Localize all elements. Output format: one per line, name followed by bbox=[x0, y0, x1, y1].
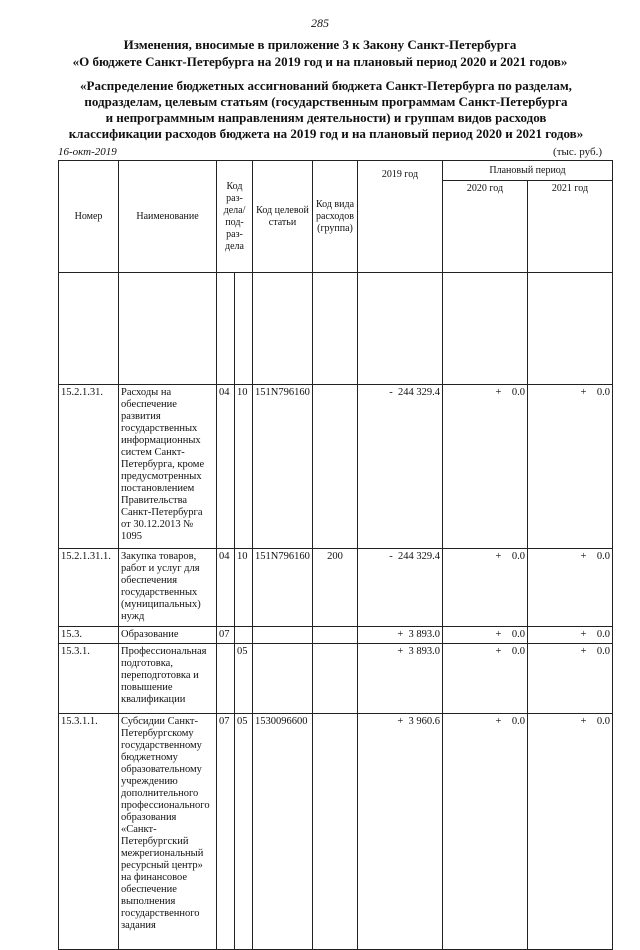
row-2019: + 3 893.0 bbox=[358, 627, 443, 644]
subtitle-line-2: подразделам, целевым статьям (государственным программам Санкт-Петербурга bbox=[84, 94, 568, 109]
spacer-row bbox=[59, 273, 613, 385]
row-name: Профессиональная подготовка, переподготовка и повышение квалификации bbox=[119, 644, 217, 714]
header-number: Номер bbox=[59, 161, 119, 273]
table-row bbox=[59, 385, 613, 549]
table-row bbox=[59, 644, 613, 714]
row-type bbox=[313, 714, 358, 950]
row-2019: + 3 960.6 bbox=[358, 714, 443, 950]
units-label: (тыс. руб.) bbox=[553, 146, 602, 158]
row-2021: + 0.0 bbox=[528, 627, 613, 644]
budget-table bbox=[58, 160, 613, 950]
row-2020: + 0.0 bbox=[443, 627, 528, 644]
row-2020: + 0.0 bbox=[443, 714, 528, 950]
row-name: Расходы на обеспечение развития государственных информационных систем Санкт-Петербурга, кроме предусмотренных постановлением Правительства Санкт-Петербурга от 30.12.2013 № 1095 bbox=[119, 385, 217, 549]
row-podrazdel: 10 bbox=[235, 385, 253, 549]
row-razdel: 04 bbox=[217, 549, 235, 627]
row-type bbox=[313, 627, 358, 644]
row-2021: + 0.0 bbox=[528, 714, 613, 950]
row-2019: - 244 329.4 bbox=[358, 549, 443, 627]
row-target: 1530096600 bbox=[253, 714, 313, 950]
document-subtitle bbox=[46, 78, 606, 142]
row-number: 15.2.1.31.1. bbox=[59, 549, 119, 627]
subtitle-line-1: «Распределение бюджетных ассигнований бюджета Санкт-Петербурга по разделам, bbox=[80, 78, 572, 93]
row-podrazdel bbox=[235, 627, 253, 644]
row-2019: + 3 893.0 bbox=[358, 644, 443, 714]
row-type: 200 bbox=[313, 549, 358, 627]
table-row bbox=[59, 549, 613, 627]
document-title bbox=[40, 36, 600, 70]
header-section-code: Код раз-дела/ под-раз-дела bbox=[217, 161, 253, 273]
row-2021: + 0.0 bbox=[528, 385, 613, 549]
row-2020: + 0.0 bbox=[443, 644, 528, 714]
table-row bbox=[59, 714, 613, 950]
title-line-1: Изменения, вносимые в приложение 3 к Закону Санкт-Петербурга bbox=[123, 37, 517, 52]
row-name: Субсидии Санкт-Петербургскому государственному бюджетному образовательному учреждению дополнительного профессионального образования «Санкт-Петербургский межрегиональный ресурсный центр» на финансовое обеспечение выполнения государственного задания bbox=[119, 714, 217, 950]
row-number: 15.3.1. bbox=[59, 644, 119, 714]
row-number: 15.3. bbox=[59, 627, 119, 644]
row-2021: + 0.0 bbox=[528, 644, 613, 714]
document-date: 16-окт-2019 bbox=[58, 146, 117, 158]
row-razdel: 04 bbox=[217, 385, 235, 549]
header-2021: 2021 год bbox=[528, 181, 613, 273]
header-2019: 2019 год bbox=[358, 161, 443, 273]
row-name: Закупка товаров, работ и услуг для обеспечения государственных (муниципальных) нужд bbox=[119, 549, 217, 627]
row-podrazdel: 10 bbox=[235, 549, 253, 627]
subtitle-line-4: классификации расходов бюджета на 2019 год и на плановый период 2020 и 2021 годов» bbox=[68, 126, 584, 141]
row-type bbox=[313, 385, 358, 549]
row-number: 15.3.1.1. bbox=[59, 714, 119, 950]
row-2020: + 0.0 bbox=[443, 385, 528, 549]
subtitle-line-3: и непрограммным направлениям деятельности) и группам видов расходов bbox=[105, 110, 547, 125]
header-2020: 2020 год bbox=[443, 181, 528, 273]
row-target bbox=[253, 644, 313, 714]
header-target-code: Код целевой статьи bbox=[253, 161, 313, 273]
row-razdel bbox=[217, 644, 235, 714]
row-target: 151N796160 bbox=[253, 385, 313, 549]
row-razdel: 07 bbox=[217, 627, 235, 644]
row-name: Образование bbox=[119, 627, 217, 644]
header-type-code: Код вида расходов (группа) bbox=[313, 161, 358, 273]
row-target bbox=[253, 627, 313, 644]
row-2021: + 0.0 bbox=[528, 549, 613, 627]
header-name: Наименование bbox=[119, 161, 217, 273]
header-plan-period: Плановый период bbox=[443, 161, 613, 181]
row-podrazdel: 05 bbox=[235, 644, 253, 714]
page-number: 285 bbox=[311, 16, 329, 30]
row-number: 15.2.1.31. bbox=[59, 385, 119, 549]
table-row bbox=[59, 627, 613, 644]
row-2019: - 244 329.4 bbox=[358, 385, 443, 549]
row-razdel: 07 bbox=[217, 714, 235, 950]
row-2020: + 0.0 bbox=[443, 549, 528, 627]
row-type bbox=[313, 644, 358, 714]
title-line-2: «О бюджете Санкт-Петербурга на 2019 год и на плановый период 2020 и 2021 годов» bbox=[72, 54, 568, 69]
row-target: 151N796160 bbox=[253, 549, 313, 627]
row-podrazdel: 05 bbox=[235, 714, 253, 950]
